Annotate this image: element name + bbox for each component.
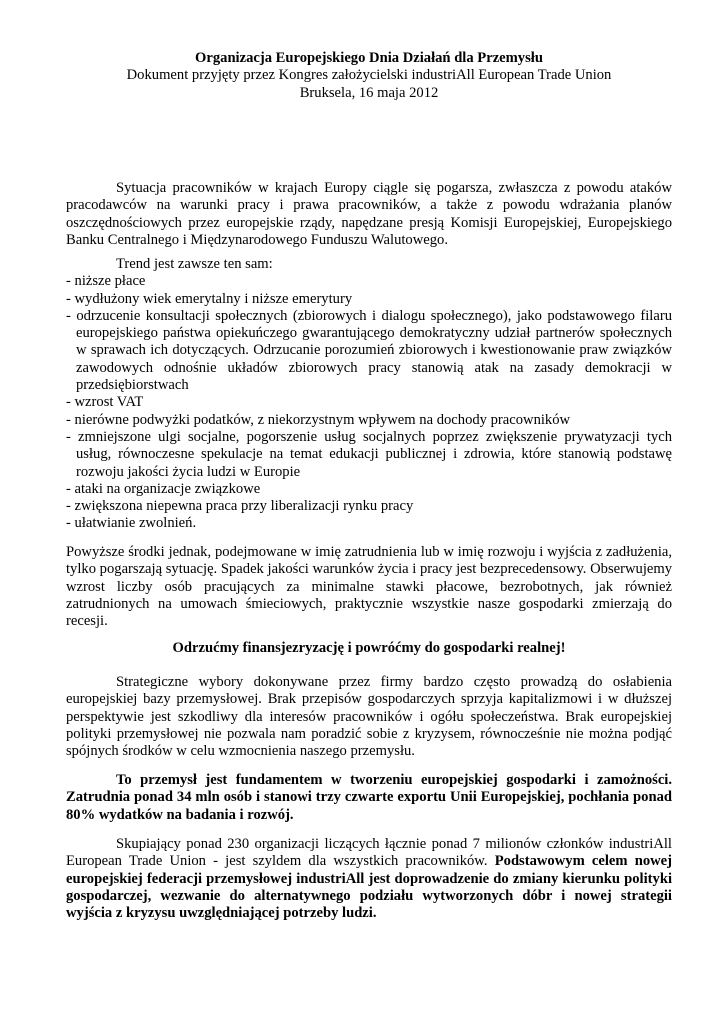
paragraph-strategic-choices: Strategiczne wybory dokonywane przez firmy bardzo często prowadzą do osłabienia europejskiej bazy przemysłowej. Brak przepisów gospodarczych sprzyja kapitalizmowi i w dłuższej perspektywie jest szkodliwy dla interesów pracowników i ogółu społeczeństwa. Brak europejskiej polityki przemysłowej nie pozwala nam poradzić sobie z kryzysem, równocześnie nie można podjąć spójnych środków w celu wzmocnienia naszego przemysłu. [66,674,672,760]
list-item: - ułatwianie zwolnień. [66,515,672,532]
list-item: - zmniejszone ulgi socjalne, pogorszenie usług socjalnych poprzez zwiększenie prywatyzacji tych usług, równoczesne spekulacje na temat edukacji publicznej i zdrowia, które stanowią podstawę rozwoju jakości życia ludzi w Europie [66,429,672,481]
slogan-heading: Odrzućmy finansjezryzację i powróćmy do gospodarki realnej! [172,640,566,656]
list-item: - niższe płace [66,273,672,290]
list-item: - ataki na organizacje związkowe [66,481,672,498]
document-place-date: Bruksela, 16 maja 2012 [299,84,439,101]
trend-section [66,256,672,533]
list-item: - wydłużony wiek emerytalny i niższe emerytury [66,291,672,308]
document-title: Organizacja Europejskiego Dnia Działań dla Przemysłu [195,50,543,66]
list-item: - wzrost VAT [66,394,672,411]
document-header [66,50,672,102]
list-item: - odrzucenie konsultacji społecznych (zbiorowych i dialogu społecznego), jako podstawowego filaru europejskiego państwa opiekuńczego gwarantującego demokratyczny udział partnerów społecznych w sprawach ich dotyczących. Odrzucanie porozumień zbiorowych i kwestionowanie praw związków zawodowych odnośnie układów zbiorowych pracy stanowią atak na zasady demokracji w przedsiębiorstwach [66,308,672,394]
industriall-goal-text: Podstawowym celem nowej europejskiej federacji przemysłowej industriAll jest doprowadzenie do zmiany kierunku polityki gospodarczej, wezwanie do alternatywnego podziału wytworzonych dóbr i nowej strategii wyjścia z kryzysu uwzględniającej potrzeby ludzi. [66,853,672,922]
document-subtitle: Dokument przyjęty przez Kongres założycielski industriAll European Trade Union [126,67,612,84]
paragraph-measures: Powyższe środki jednak, podejmowane w imię zatrudnienia lub w imię rozwoju i wyjścia z zadłużenia, tylko pogarszają sytuację. Spadek jakości warunków życia i pracy jest bezprecedensowy. Obserwujemy wzrost liczby osób pracujących za minimalne stawki płacowe, bezrobotnych, jak również zatrudnionych na umowach śmieciowych, praktycznie wszystkie nasze gospodarki zmierzają do recesji. [66,544,672,630]
industriall-intro-text: Skupiający ponad 230 organizacji liczących łącznie ponad 7 milionów członków industriAll European Trade Union - jest szyldem dla wszystkich pracowników. [66,836,672,870]
trend-intro: Trend jest zawsze ten sam: [116,256,273,272]
paragraph-industry-foundation: To przemysł jest fundamentem w tworzeniu europejskiej gospodarki i zamożności. Zatrudnia ponad 34 mln osób i stanowi trzy czwarte exportu Unii Europejskiej, pochłania ponad 80% wydatków na badania i rozwój. [66,772,672,823]
paragraph-industriall-goal [66,836,672,922]
trend-list [66,273,672,532]
list-item: - zwiększona niepewna praca przy liberalizacji rynku pracy [66,498,672,515]
list-item: - nierówne podwyżki podatków, z niekorzystnym wpływem na dochody pracowników [66,412,672,429]
paragraph-situation: Sytuacja pracowników w krajach Europy ciągle się pogarsza, zwłaszcza z powodu ataków pracodawców na warunki pracy i prawa pracowników, a także z powodu wdrażania planów oszczędnościowych przez europejskie rządy, napędzane presją Komisji Europejskiej, Europejskiego Banku Centralnego i Międzynarodowego Funduszu Walutowego. [66,180,672,248]
